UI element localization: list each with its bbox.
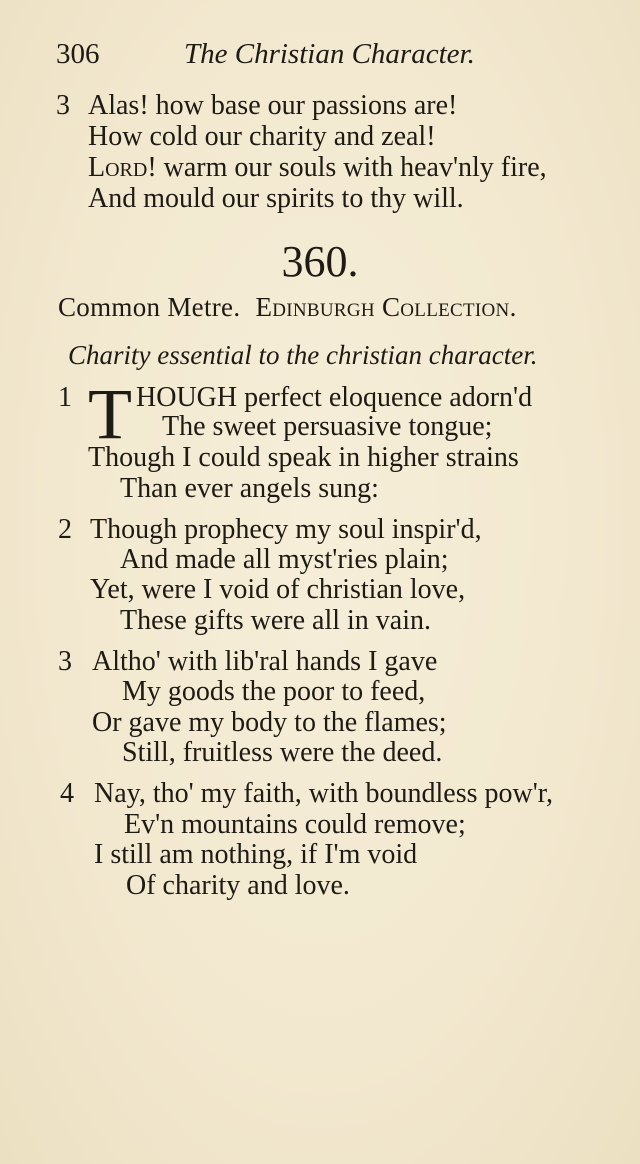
hymn-source: Edinburgh Collection. <box>255 292 517 322</box>
verse-line: And made all myst'ries plain; <box>120 544 449 575</box>
lord-word: Lord! <box>88 152 157 183</box>
verse-number: 3 <box>56 90 70 121</box>
verse-line: Than ever angels sung: <box>120 473 379 504</box>
page-number: 306 <box>56 38 100 70</box>
verse-line: Ev'n mountains could remove; <box>124 809 466 840</box>
verse-number: 1 <box>58 382 72 413</box>
verse-line: Yet, were I void of christian love, <box>90 574 466 605</box>
verse-line: Still, fruitless were the deed. <box>122 737 443 768</box>
verse-line: Alas! how base our passions are! <box>88 90 458 121</box>
page-header <box>56 38 616 74</box>
hymn-meter-line <box>58 292 628 323</box>
verse-line-rest: warm our souls with heav'nly fire, <box>163 152 547 183</box>
verse-line: My goods the poor to feed, <box>122 676 426 707</box>
verse-line: Though I could speak in higher strains <box>88 442 519 473</box>
verse-line: Altho' with lib'ral hands I gave <box>92 646 438 677</box>
drop-cap: T <box>88 374 132 454</box>
meter-name: Common Metre. <box>58 292 241 322</box>
verse-line: And mould our spirits to thy will. <box>88 183 464 214</box>
verse-number: 2 <box>58 514 72 545</box>
verse-number: 4 <box>60 778 74 809</box>
hymn-subject: Charity essential to the christian character. <box>68 340 538 370</box>
verse-line: These gifts were all in vain. <box>120 605 432 636</box>
verse-line: I still am nothing, if I'm void <box>94 839 418 870</box>
verse-line: Or gave my body to the flames; <box>92 707 447 738</box>
verse-line: Though prophecy my soul inspir'd, <box>90 514 482 545</box>
verse-number: 3 <box>58 646 72 677</box>
verse-line: Of charity and love. <box>126 870 350 901</box>
hymn-number: 360. <box>281 237 359 286</box>
verse-line: Nay, tho' my faith, with boundless pow'r, <box>94 778 553 809</box>
verse-line: The sweet persuasive tongue; <box>162 411 493 442</box>
verse-line: HOUGH perfect eloquence adorn'd <box>136 382 533 413</box>
verse-line: How cold our charity and zeal! <box>88 121 436 152</box>
verse-line <box>88 152 547 184</box>
running-title: The Christian Character. <box>184 38 475 70</box>
